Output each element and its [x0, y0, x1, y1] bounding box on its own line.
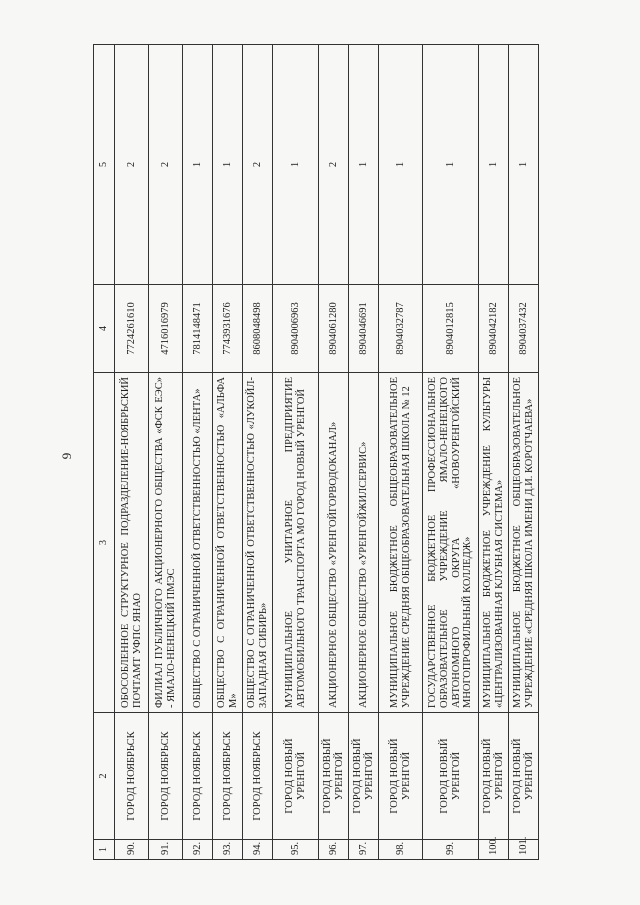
table-row [349, 45, 379, 860]
row-number: 91. [149, 840, 183, 860]
inn-cell: 8904046691 [349, 285, 379, 373]
city-cell: ГОРОД НОВЫЙ УРЕНГОЙ [479, 713, 509, 840]
organization-cell: МУНИЦИПАЛЬНОЕ БЮДЖЕТНОЕ УЧРЕЖДЕНИЕ КУЛЬТУРЫ «ЦЕНТРАЛИЗОВАННАЯ КЛУБНАЯ СИСТЕМА» [479, 373, 509, 713]
count-cell: 1 [423, 45, 479, 285]
organization-cell: ОБОСОБЛЕННОЕ СТРУКТУРНОЕ ПОДРАЗДЕЛЕНИЕ-НОЯБРЬСКИЙ ПОЧТАМТ УФПС ЯНАО [115, 373, 149, 713]
inn-cell: 8904042182 [479, 285, 509, 373]
inn-cell: 4716016979 [149, 285, 183, 373]
inn-cell: 8904037432 [509, 285, 539, 373]
column-header: 5 [94, 45, 115, 285]
inn-cell: 7814148471 [183, 285, 213, 373]
organization-cell: МУНИЦИПАЛЬНОЕ БЮДЖЕТНОЕ ОБЩЕОБРАЗОВАТЕЛЬНОЕ УЧРЕЖДЕНИЕ «СРЕДНЯЯ ШКОЛА ИМЕНИ Д.И. КОРОТЧАЕВА» [509, 373, 539, 713]
table-row [273, 45, 319, 860]
count-cell: 2 [149, 45, 183, 285]
city-cell: ГОРОД НОВЫЙ УРЕНГОЙ [273, 713, 319, 840]
table-body [115, 45, 539, 860]
organization-cell: АКЦИОНЕРНОЕ ОБЩЕСТВО «УРЕНГОЙГОРВОДОКАНАЛ» [319, 373, 349, 713]
column-header: 1 [94, 840, 115, 860]
row-number: 92. [183, 840, 213, 860]
table-row [319, 45, 349, 860]
rotated-table-container [93, 45, 533, 860]
row-number: 95. [273, 840, 319, 860]
organization-cell: ОБЩЕСТВО С ОГРАНИЧЕННОЙ ОТВЕТСТВЕННОСТЬЮ «ЛЕНТА» [183, 373, 213, 713]
table-row [509, 45, 539, 860]
row-number: 90. [115, 840, 149, 860]
row-number: 94. [243, 840, 273, 860]
city-cell: ГОРОД НОЯБРЬСК [149, 713, 183, 840]
row-number: 98. [379, 840, 423, 860]
count-cell: 2 [243, 45, 273, 285]
table-row [213, 45, 243, 860]
organization-cell: ОБЩЕСТВО С ОГРАНИЧЕННОЙ ОТВЕТСТВЕННОСТЬЮ «ЛУКОЙЛ-ЗАПАДНАЯ СИБИРЬ» [243, 373, 273, 713]
table-header-row [94, 45, 115, 860]
count-cell: 1 [183, 45, 213, 285]
count-cell: 1 [213, 45, 243, 285]
count-cell: 2 [115, 45, 149, 285]
city-cell: ГОРОД НОВЫЙ УРЕНГОЙ [423, 713, 479, 840]
city-cell: ГОРОД НОЯБРЬСК [213, 713, 243, 840]
inn-cell: 8904006963 [273, 285, 319, 373]
inn-cell: 7743931676 [213, 285, 243, 373]
count-cell: 1 [349, 45, 379, 285]
column-header: 4 [94, 285, 115, 373]
organizations-table [93, 44, 539, 860]
table-row [149, 45, 183, 860]
city-cell: ГОРОД НОЯБРЬСК [183, 713, 213, 840]
row-number: 99. [423, 840, 479, 860]
page-number: 9 [59, 452, 74, 460]
city-cell: ГОРОД НОВЫЙ УРЕНГОЙ [509, 713, 539, 840]
organization-cell: ГОСУДАРСТВЕННОЕ БЮДЖЕТНОЕ ПРОФЕССИОНАЛЬНОЕ ОБРАЗОВАТЕЛЬНОЕ УЧРЕЖДЕНИЕ ЯМАЛО-НЕНЕЦКОГО АВТОНОМНОГО ОКРУГА «НОВОУРЕНГОЙСКИЙ МНОГОПРОФИЛЬНЫЙ КОЛЛЕДЖ» [423, 373, 479, 713]
row-number: 93. [213, 840, 243, 860]
organization-cell: МУНИЦИПАЛЬНОЕ УНИТАРНОЕ ПРЕДПРИЯТИЕ АВТОМОБИЛЬНОГО ТРАНСПОРТА МО ГОРОД НОВЫЙ УРЕНГОЙ [273, 373, 319, 713]
table-row [479, 45, 509, 860]
city-cell: ГОРОД НОВЫЙ УРЕНГОЙ [349, 713, 379, 840]
count-cell: 1 [509, 45, 539, 285]
city-cell: ГОРОД НОВЫЙ УРЕНГОЙ [379, 713, 423, 840]
organization-cell: АКЦИОНЕРНОЕ ОБЩЕСТВО «УРЕНГОЙЖИЛСЕРВИС» [349, 373, 379, 713]
table-row [243, 45, 273, 860]
city-cell: ГОРОД НОЯБРЬСК [243, 713, 273, 840]
table-row [115, 45, 149, 860]
organization-cell: ОБЩЕСТВО С ОГРАНИЧЕННОЙ ОТВЕТСТВЕННОСТЬЮ «АЛЬФА М» [213, 373, 243, 713]
inn-cell: 8904032787 [379, 285, 423, 373]
row-number: 101. [509, 840, 539, 860]
inn-cell: 7724261610 [115, 285, 149, 373]
city-cell: ГОРОД НОВЫЙ УРЕНГОЙ [319, 713, 349, 840]
count-cell: 2 [319, 45, 349, 285]
count-cell: 1 [479, 45, 509, 285]
table-row [379, 45, 423, 860]
city-cell: ГОРОД НОЯБРЬСК [115, 713, 149, 840]
column-header: 2 [94, 713, 115, 840]
organization-cell: ФИЛИАЛ ПУБЛИЧНОГО АКЦИОНЕРНОГО ОБЩЕСТВА «ФСК ЕЭС» - ЯМАЛО-НЕНЕЦКИЙ ПМЭС [149, 373, 183, 713]
row-number: 100. [479, 840, 509, 860]
organization-cell: МУНИЦИПАЛЬНОЕ БЮДЖЕТНОЕ ОБЩЕОБРАЗОВАТЕЛЬНОЕ УЧРЕЖДЕНИЕ СРЕДНЯЯ ОБЩЕОБРАЗОВАТЕЛЬНАЯ ШКОЛА № 12 [379, 373, 423, 713]
column-header: 3 [94, 373, 115, 713]
count-cell: 1 [379, 45, 423, 285]
row-number: 97. [349, 840, 379, 860]
table-row [183, 45, 213, 860]
inn-cell: 8608048498 [243, 285, 273, 373]
inn-cell: 8904012815 [423, 285, 479, 373]
row-number: 96. [319, 840, 349, 860]
count-cell: 1 [273, 45, 319, 285]
table-row [423, 45, 479, 860]
inn-cell: 8904061280 [319, 285, 349, 373]
